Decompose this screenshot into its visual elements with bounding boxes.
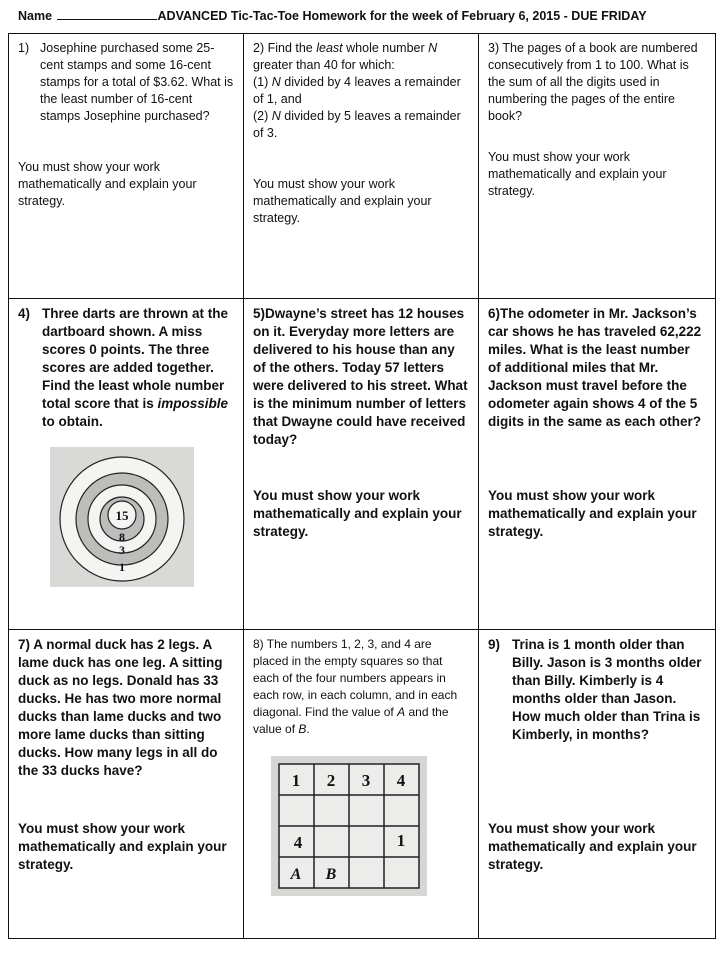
page-header xyxy=(18,8,647,23)
grid-cell-3-1: 4 xyxy=(293,833,303,852)
problem-7-instructions: You must show your work mathematically and explain your strategy. xyxy=(18,821,227,872)
problem-4-text: 4) Three darts are thrown at the dartboard shown. A miss scores 0 points. The three scores are added together. Find the least whole number total score that is impossible to obtain. xyxy=(18,306,229,429)
tic-tac-toe-grid xyxy=(8,33,716,939)
problem-4-cell xyxy=(9,299,244,630)
problem-6-instructions: You must show your work mathematically and explain your strategy. xyxy=(488,488,697,539)
page-title: ADVANCED Tic-Tac-Toe Homework for the week of February 6, 2015 - DUE FRIDAY xyxy=(157,9,647,23)
grid-cell-1-1: 1 xyxy=(291,771,301,790)
problem-2-instructions: You must show your work mathematically and explain your strategy. xyxy=(253,177,432,225)
grid-cell-3-4: 1 xyxy=(396,831,406,850)
problem-1-cell xyxy=(9,34,244,299)
problem-5-instructions: You must show your work mathematically and explain your strategy. xyxy=(253,488,462,539)
problem-5-cell xyxy=(244,299,479,630)
problem-3-cell xyxy=(479,34,716,299)
problem-7-text: 7) A normal duck has 2 legs. A lame duck has one leg. A sitting duck as no legs. Donald has 33 ducks. He has two more normal ducks than lame ducks and two more lame ducks than sitting ducks. How many legs in all do the 33 ducks have? xyxy=(18,637,223,778)
grid-cell-1-4: 4 xyxy=(396,771,406,790)
grid-cell-B: B xyxy=(325,866,337,883)
problem-6-text: 6)The odometer in Mr. Jackson’s car shows he has traveled 62,222 miles. What is the least number of additional miles that Mr. Jackson must travel before the odometer again shows 4 of the 5 digits in the same as each other? xyxy=(488,306,702,429)
dart-score-1: 1 xyxy=(119,560,125,574)
problem-8-text: 8) The numbers 1, 2, 3, and 4 are placed in the empty squares so that each of the four numbers appears in each row, in each column, and in each diagonal. Find the value of A and the value of B. xyxy=(253,637,458,736)
grid-cell-1-2: 2 xyxy=(326,771,336,790)
problem-5-text: 5)Dwayne’s street has 12 houses on it. Everyday more letters are delivered to his house than any of the others. Today 57 letters were delivered to his street. What is the minimum number of letters that Dwayne could have received today? xyxy=(253,306,468,447)
grid-cell-A: A xyxy=(290,866,302,883)
name-label: Name xyxy=(18,9,53,23)
problem-3-instructions: You must show your work mathematically and explain your strategy. xyxy=(488,150,667,198)
dart-score-3: 3 xyxy=(119,543,125,557)
problem-6-cell xyxy=(479,299,716,630)
dart-score-8: 8 xyxy=(119,530,125,544)
problem-1-text: 1) Josephine purchased some 25-cent stamps and some 16-cent stamps for a total of $3.62. What is the least number of 16-cent stamps Josephine purchased? xyxy=(18,41,234,123)
grid-cell-1-3: 3 xyxy=(361,771,371,790)
dart-score-15: 15 xyxy=(115,508,129,523)
problem-9-text: 9) Trina is 1 month older than Billy. Jason is 3 months older than Billy. Kimberly is 4 months older than Jason. How much older than Trina is Kimberly, in months? xyxy=(488,637,702,742)
problem-9-cell xyxy=(479,630,716,939)
dartboard-figure xyxy=(18,447,234,587)
problem-9-instructions: You must show your work mathematically and explain your strategy. xyxy=(488,821,697,872)
problem-7-cell xyxy=(9,630,244,939)
problem-2-text: 2) Find the least whole number N greater than 40 for which: (1) N divided by 4 leaves a remainder of 1, and (2) N divided by 5 leaves a remainder of 3. xyxy=(253,41,461,140)
problem-8-cell xyxy=(244,630,479,939)
number-grid-figure xyxy=(271,756,469,896)
name-blank-line xyxy=(57,8,157,20)
problem-1-instructions: You must show your work mathematically and explain your strategy. xyxy=(18,160,197,208)
problem-2-cell xyxy=(244,34,479,299)
problem-3-text: 3) The pages of a book are numbered consecutively from 1 to 100. What is the sum of all the digits used in numbering the pages of the entire book? xyxy=(488,41,698,123)
